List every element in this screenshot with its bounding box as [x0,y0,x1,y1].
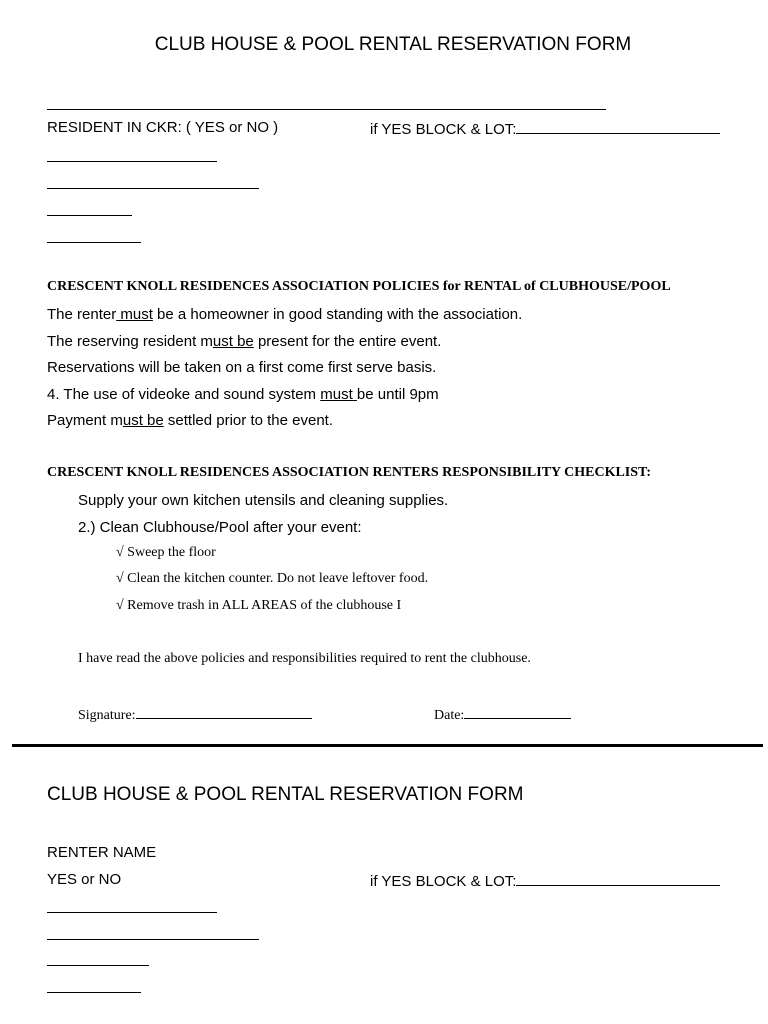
block-lot-field [370,119,720,138]
form-title-2: CLUB HOUSE & POOL RENTAL RESERVATION FORM [47,784,524,805]
policy-emphasis: must [320,386,357,403]
policy-text: The renter [47,306,117,323]
checklist-item: Supply your own kitchen utensils and cleaning supplies. [78,492,449,509]
block-lot-label: if YES BLOCK & LOT: [370,121,517,138]
policy-text: be a homeowner in good standing with the association. [152,306,523,323]
signature-label: Signature: [78,708,136,723]
yes-no-label: YES or NO [47,871,122,888]
checklist-heading: CRESCENT KNOLL RESIDENCES ASSOCIATION RENTERS RESPONSIBILITY CHECKLIST: [47,465,651,480]
resident-label: RESIDENT IN CKR: ( YES or NO ) [47,119,279,136]
block-lot-label: if YES BLOCK & LOT: [370,873,517,890]
blank-line[interactable] [47,965,149,966]
policy-emphasis: ust be [212,333,254,350]
blank-line[interactable] [47,242,141,243]
form-title: CLUB HOUSE & POOL RENTAL RESERVATION FORM [154,34,632,55]
policy-text: be until 9pm [356,386,439,403]
block-lot-blank[interactable] [516,119,720,134]
checklist-item: 2.) Clean Clubhouse/Pool after your event: [78,519,362,536]
policy-item [47,333,441,350]
policy-item [47,412,333,429]
blank-line[interactable] [47,912,217,913]
policy-text: 4. The use of videoke and sound system [47,386,321,403]
signature-field [78,704,312,724]
policy-text: Payment m [47,412,123,429]
date-blank[interactable] [464,704,571,719]
block-lot-field-2 [370,871,720,890]
checklist-subitem: √ Clean the kitchen counter. Do not leave leftover food. [116,571,429,586]
policy-item [47,386,439,403]
section-divider [12,744,763,747]
blank-line[interactable] [47,992,141,993]
policy-text: present for the entire event. [253,333,442,350]
date-field [434,704,571,724]
policy-item [47,306,522,323]
blank-line[interactable] [47,161,217,162]
acknowledgement-statement: I have read the above policies and responsibilities required to rent the clubhouse. [78,651,531,666]
policies-heading: CRESCENT KNOLL RESIDENCES ASSOCIATION POLICIES for RENTAL of CLUBHOUSE/POOL [47,279,671,294]
name-blank-line[interactable] [47,109,606,110]
renter-name-label: RENTER NAME [47,844,157,861]
checklist-subitem: √ Sweep the floor [116,545,216,560]
policy-emphasis: ust be [122,412,164,429]
blank-line[interactable] [47,215,132,216]
block-lot-blank[interactable] [516,871,720,886]
checklist-subitem: √ Remove trash in ALL AREAS of the clubhouse I [116,598,402,613]
blank-line[interactable] [47,939,259,940]
policy-text: settled prior to the event. [163,412,333,429]
policy-text: The reserving resident m [47,333,213,350]
policy-item: Reservations will be taken on a first come first serve basis. [47,359,437,376]
blank-line[interactable] [47,188,259,189]
date-label: Date: [434,708,465,723]
policy-emphasis: must [116,306,153,323]
signature-blank[interactable] [136,704,312,719]
